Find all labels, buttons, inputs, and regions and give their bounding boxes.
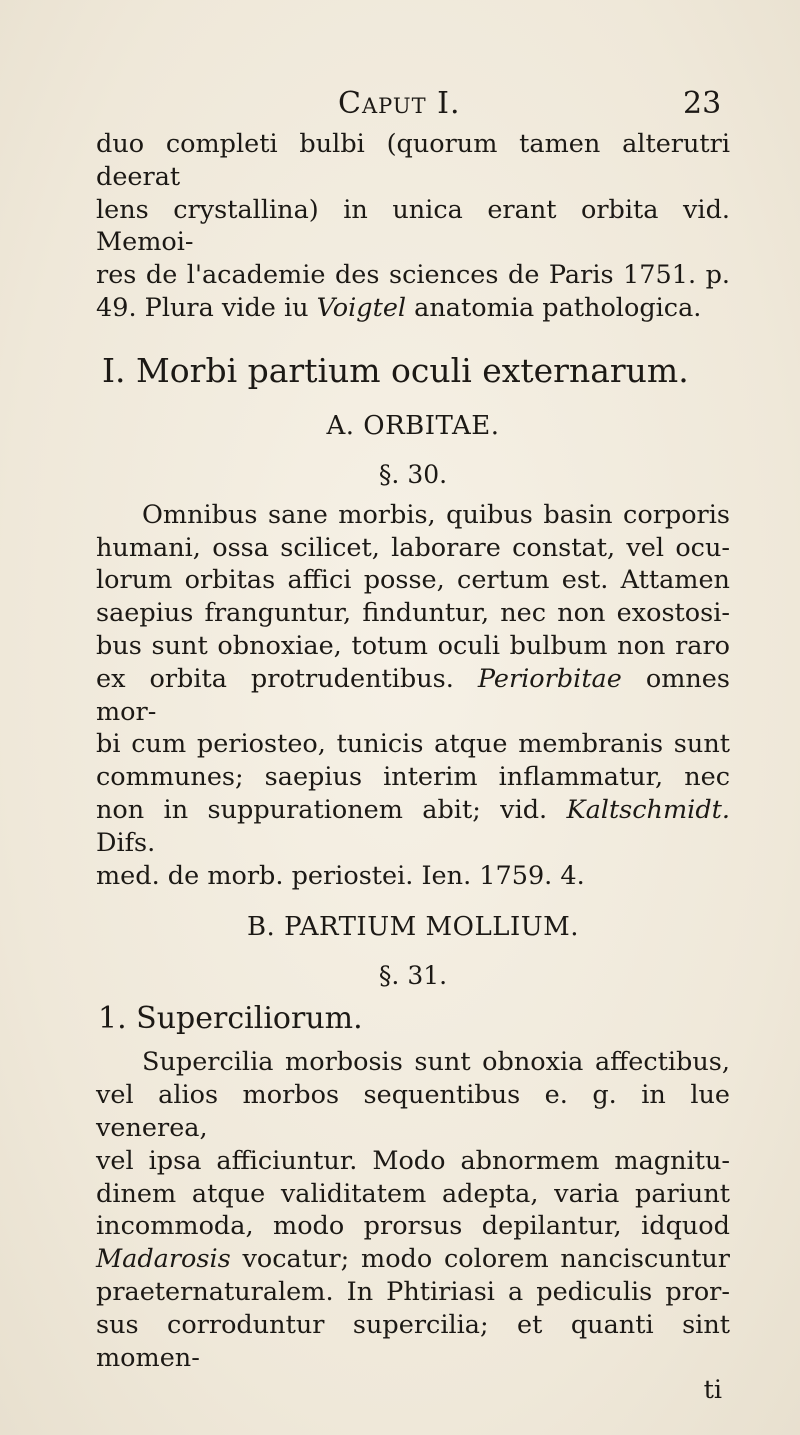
text-span: non in suppurationem abit; vid. bbox=[96, 794, 567, 825]
section-heading-orbitae: A. ORBITAE. bbox=[326, 410, 500, 441]
text-line bbox=[96, 794, 730, 860]
text-line: humani, ossa scilicet, laborare constat, vel ocu- bbox=[96, 532, 730, 563]
subheading-superciliorum: 1. Superciliorum. bbox=[98, 1001, 363, 1037]
author-name-kaltschmidt: Kaltschmidt. bbox=[566, 794, 730, 825]
orbitae-paragraph bbox=[96, 499, 730, 893]
catchword: ti bbox=[703, 1375, 722, 1406]
text-line: vel ipsa afficiuntur. Modo abnormem magnitu- bbox=[96, 1145, 730, 1176]
text-line: bus sunt obnoxiae, totum oculi bulbum non raro bbox=[96, 630, 730, 661]
paragraph-mark-31: §. 31. bbox=[378, 961, 448, 991]
text-line: praeternaturalem. In Phtiriasi a pediculis pror- bbox=[96, 1276, 730, 1307]
text-span: anatomia pathologica. bbox=[406, 292, 702, 323]
text-span: vocatur; modo colorem nanciscuntur bbox=[230, 1244, 730, 1275]
text-line: res de l'academie des sciences de Paris 1751. p. bbox=[96, 260, 730, 291]
text-line bbox=[96, 663, 730, 729]
text-line: lorum orbitas affici posse, certum est. Attamen bbox=[96, 565, 730, 596]
text-line bbox=[96, 292, 730, 325]
text-span: Difs. bbox=[96, 827, 156, 858]
chapter-heading: I. Morbi partium oculi externarum. bbox=[102, 350, 689, 390]
paragraph-mark-30: §. 30. bbox=[378, 459, 448, 489]
text-line: vel alios morbos sequentibus e. g. in lue venerea, bbox=[96, 1080, 730, 1143]
page-number: 23 bbox=[683, 86, 722, 121]
text-span: 49. Plura vide iu bbox=[96, 292, 317, 323]
intro-paragraph bbox=[96, 128, 730, 325]
supercilia-paragraph bbox=[96, 1046, 730, 1406]
term-periorbitae: Periorbitae bbox=[477, 663, 622, 694]
section-heading-partium-mollium: B. PARTIUM MOLLIUM. bbox=[246, 912, 580, 943]
text-line: lens crystallina) in unica erant orbita vid. Memoi- bbox=[96, 194, 730, 258]
text-line: med. de morb. periostei. Ien. 1759. 4. bbox=[96, 860, 585, 891]
running-head: Caput I. bbox=[338, 86, 461, 121]
text-span: ex orbita protrudentibus. bbox=[96, 663, 478, 694]
text-span: omnes mor- bbox=[96, 663, 730, 727]
text-line: Supercilia morbosis sunt obnoxia affectibus, bbox=[142, 1047, 730, 1078]
text-line: dinem atque validitatem adepta, varia pariunt bbox=[96, 1178, 730, 1209]
text-line: sus corroduntur supercilia; et quanti sint momen- bbox=[96, 1309, 730, 1373]
page-header bbox=[0, 86, 800, 126]
author-name-voigtel: Voigtel bbox=[316, 292, 407, 323]
text-line: bi cum periosteo, tunicis atque membranis sunt bbox=[96, 729, 730, 760]
text-line: saepius franguntur, finduntur, nec non exostosi- bbox=[96, 598, 730, 629]
text-line: communes; saepius interim inflammatur, nec bbox=[96, 762, 730, 793]
body-text bbox=[96, 128, 730, 1406]
term-madarosis: Madarosis bbox=[96, 1244, 231, 1275]
text-line: Omnibus sane morbis, quibus basin corporis bbox=[142, 499, 730, 530]
text-line bbox=[96, 1243, 730, 1276]
text-line: incommoda, modo prorsus depilantur, idquod bbox=[96, 1211, 730, 1242]
text-line: duo completi bulbi (quorum tamen alterutri deerat bbox=[96, 129, 730, 192]
